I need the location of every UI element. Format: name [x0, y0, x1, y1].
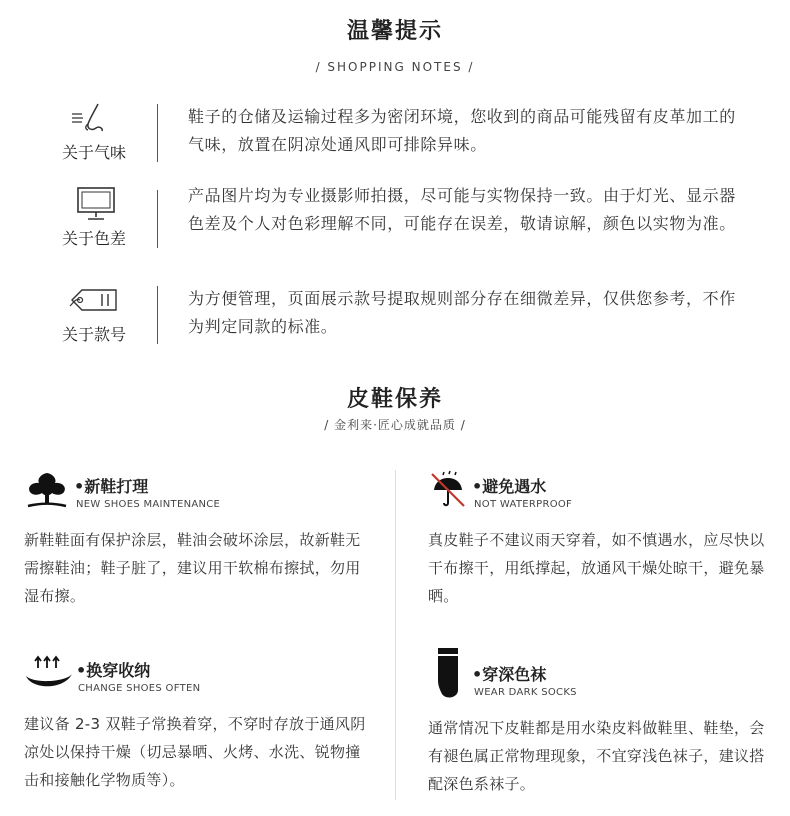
shopping-notes-title: 温馨提示	[346, 19, 443, 44]
note-label: 关于气味	[61, 143, 126, 162]
care-title: •换穿收纳	[76, 661, 151, 680]
note-color-difference	[0, 186, 790, 256]
sock-icon	[430, 646, 470, 700]
note-divider	[157, 190, 158, 248]
care-subtitle-en: CHANGE SHOES OFTEN	[78, 683, 201, 694]
care-text: 通常情况下皮鞋都是用水染皮料做鞋里、鞋垫，会有褪色属正常物理现象，不宜穿浅色袜子，建议搭配深色系袜子。	[428, 719, 765, 793]
care-title: •避免遇水	[472, 477, 547, 496]
leather-care-subtitle: / 金利来·匠心成就品质 /	[324, 418, 466, 432]
shopping-notes-subtitle: / SHOPPING NOTES /	[315, 60, 475, 74]
leather-care-title: 皮鞋保养	[346, 387, 443, 412]
note-text: 鞋子的仓储及运输过程多为密闭环境，您收到的商品可能残留有皮革加工的气味，放置在阴凉处通风即可排除异味。	[188, 107, 736, 154]
care-subtitle-en: WEAR DARK SOCKS	[474, 687, 577, 698]
note-smell	[0, 100, 790, 170]
no-umbrella-icon	[428, 470, 468, 510]
note-text: 为方便管理，页面展示款号提取规则部分存在细微差异，仅供您参考，不作为判定同款的标准。	[188, 289, 736, 336]
care-text: 真皮鞋子不建议雨天穿着，如不慎遇水，应尽快以干布擦干，用纸撑起，放通风干燥处晾干，避免暴晒。	[428, 531, 765, 605]
monitor-icon	[68, 186, 124, 222]
care-title: •新鞋打理	[74, 477, 149, 496]
note-label: 关于色差	[61, 229, 126, 248]
care-text: 新鞋鞋面有保护涂层，鞋油会破坏涂层，故新鞋无需擦鞋油；鞋子脏了，建议用干软棉布擦拭，勿用湿布擦。	[24, 531, 361, 605]
care-title: •穿深色袜	[472, 665, 547, 684]
note-label: 关于款号	[61, 325, 126, 344]
note-style-number	[0, 282, 790, 352]
tag-icon	[68, 282, 124, 318]
tree-icon	[24, 470, 70, 512]
note-divider	[157, 286, 158, 344]
steam-bowl-icon	[24, 654, 74, 694]
note-divider	[157, 104, 158, 162]
care-subtitle-en: NEW SHOES MAINTENANCE	[76, 499, 221, 510]
note-text: 产品图片均为专业摄影师拍摄，尽可能与实物保持一致。由于灯光、显示器色差及个人对色彩理解不同，可能存在误差，敬请谅解，颜色以实物为准。	[188, 186, 736, 233]
care-text: 建议备 2-3 双鞋子常换着穿，不穿时存放于通风阴凉处以保持干燥（切忌暴晒、火烤、水洗、锐物撞击和接触化学物质等）。	[24, 715, 366, 789]
column-divider	[395, 470, 396, 800]
care-subtitle-en: NOT WATERPROOF	[474, 499, 573, 510]
smell-icon	[68, 100, 124, 136]
